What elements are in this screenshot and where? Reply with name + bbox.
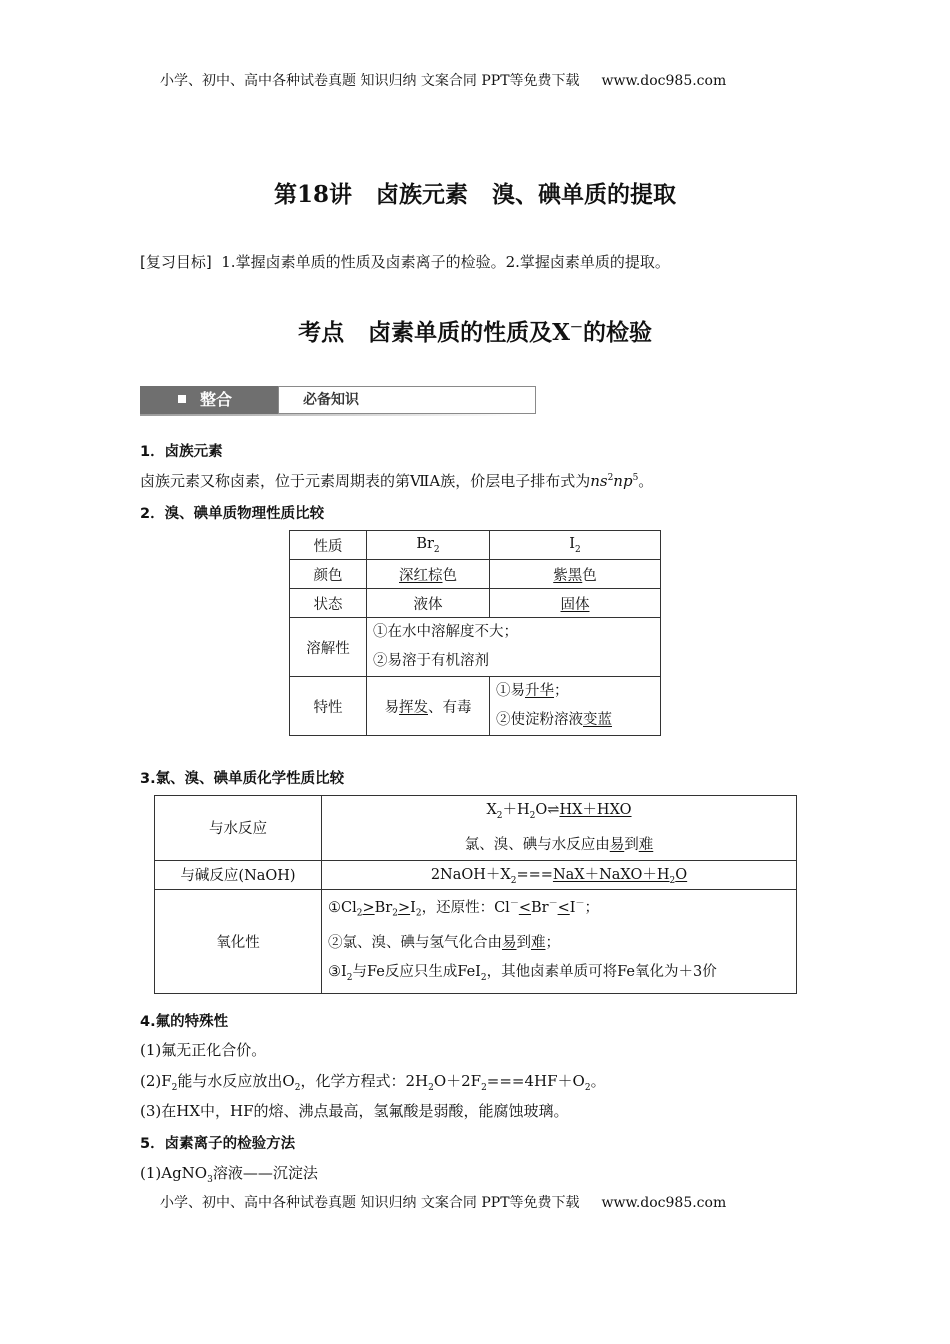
ox-line-2: [328, 929, 790, 958]
water-note-b: 到: [624, 836, 639, 853]
table-cell: [367, 618, 661, 677]
br-sub: 2: [433, 544, 440, 555]
table-cell: [367, 560, 490, 589]
header-text: 小学、初中、高中各种试卷真题 知识归纳 文案合同 PPT等免费下载: [160, 73, 580, 89]
s4-line-2: [140, 1070, 606, 1093]
ox1-gt1: >: [362, 899, 375, 916]
water-eq-b: ＋H: [502, 802, 530, 818]
ox1-lt1: <: [518, 899, 531, 916]
review-target: [140, 251, 670, 272]
physical-property-table: [289, 530, 661, 736]
s3-heading: 3.氯、溴、碘单质化学性质比较: [140, 771, 345, 787]
header-cell: 性质: [290, 531, 367, 560]
water-eq-a: X: [486, 802, 497, 818]
s4-l2-d: O＋2F: [433, 1072, 482, 1090]
s1-np: np: [613, 472, 633, 490]
review-target-label: [复习目标]: [140, 253, 212, 271]
table-row: [155, 889, 797, 993]
table-cell: [322, 889, 797, 993]
i-symbol: I: [569, 535, 575, 552]
s1-text-main: 卤族元素又称卤素，位于元素周期表的第ⅦA族，价层电子排布式为: [140, 472, 591, 490]
banner-left-text: 整合: [200, 390, 233, 409]
i-color: 紫黑: [553, 567, 583, 584]
ox1-gt2: >: [397, 899, 411, 916]
ox3-c: ，其他卤素单质可将Fe氧化为＋3价: [486, 963, 717, 980]
br-color: 深红棕: [399, 567, 443, 584]
section-banner: [140, 386, 518, 418]
row-label: 与水反应: [155, 796, 322, 861]
table-row: [290, 589, 661, 618]
s1-heading: 1．卤族元素: [140, 444, 223, 460]
br-color-tail: 色: [442, 567, 457, 584]
table-row: [290, 531, 661, 560]
s1-s-sup: 2: [607, 473, 614, 483]
kaodian-label: 考点: [298, 319, 345, 346]
ox1-f: I: [569, 899, 576, 916]
title-number: 第18讲: [273, 181, 352, 208]
ox3-sub2: 2: [480, 972, 487, 983]
br-spec-u: 挥发: [399, 699, 428, 716]
br-spec-a: 易: [384, 699, 399, 716]
i-spec-1b: ；: [554, 683, 569, 699]
water-eq-sub: 2: [496, 810, 503, 821]
banner-right-text: 必备知识: [303, 392, 359, 408]
i-color-tail: 色: [582, 567, 597, 584]
base-eq-u2: O: [675, 867, 688, 884]
s5-heading: 5．卤素离子的检验方法: [140, 1136, 296, 1152]
i-sub: 2: [575, 544, 581, 555]
s5-l1-b: 溶液——沉淀法: [212, 1164, 318, 1182]
ox2-c: ；: [545, 934, 560, 951]
row-label: 溶解性: [290, 618, 367, 677]
ox1-g: ；: [584, 899, 599, 916]
page-footer: [160, 1192, 726, 1212]
kaodian-title: [0, 314, 950, 347]
review-target-text: 1.掌握卤素单质的性质及卤素离子的检验。2.掌握卤素单质的提取。: [221, 253, 670, 271]
ox2-u1: 易: [502, 934, 517, 951]
footer-text: 小学、初中、高中各种试卷真题 知识归纳 文案合同 PPT等免费下载: [160, 1195, 580, 1211]
lecture-title: [0, 176, 950, 209]
ox1-sub1: 2: [356, 908, 363, 919]
base-eq-sub: 2: [510, 876, 517, 887]
s4-l2-sub4: 2: [481, 1083, 487, 1093]
s4-l2-f: 。: [590, 1072, 606, 1090]
banner-right: [278, 386, 536, 414]
table-cell: 液体: [367, 589, 490, 618]
i-spec-line-1: [496, 677, 654, 706]
ox1-sup2: －: [548, 898, 558, 909]
ox2-a: ②氯、溴、碘与氢气化合由: [328, 934, 502, 951]
ox1-c: I: [410, 899, 416, 916]
s1-ns: ns: [590, 472, 608, 490]
s4-l2-sub5: 2: [584, 1083, 591, 1093]
ox3-sub1: 2: [346, 972, 353, 983]
s4-l2-sub1: 2: [171, 1083, 178, 1093]
kaodian-topic-end: 的检验: [582, 319, 652, 346]
base-eq-u: NaX＋NaXO＋H: [552, 867, 670, 884]
ox2-b: 到: [516, 934, 531, 951]
i-spec-line-2: [496, 706, 654, 735]
header-cell: [490, 531, 661, 560]
water-equation: [328, 796, 790, 831]
water-eq-product: HX＋HXO: [559, 802, 632, 818]
footer-site: www.doc985.com: [601, 1195, 727, 1211]
ox-line-3: [328, 958, 790, 993]
row-label: 特性: [290, 677, 367, 736]
br-symbol: Br: [416, 535, 434, 552]
sol-line-2: ②易溶于有机溶剂: [373, 653, 489, 669]
s4-heading: 4.氟的特殊性: [140, 1014, 229, 1030]
i-spec-2a: ②使淀粉溶液: [496, 712, 583, 728]
table-cell: [367, 677, 490, 736]
sol-line-1: ①在水中溶解度不大；: [373, 624, 518, 640]
ox1-e: Br: [530, 899, 549, 916]
i-spec-1a: ①易: [496, 683, 525, 699]
ox1-a: ①Cl: [328, 899, 357, 916]
s4-l2-a: (2)F: [140, 1072, 172, 1090]
header-site: www.doc985.com: [601, 73, 727, 89]
base-eq-a: 2NaOH＋X: [430, 867, 511, 884]
ox1-b: Br: [374, 899, 393, 916]
kaodian-sup: －: [569, 320, 583, 336]
ox3-a: ③I: [328, 963, 347, 980]
s4-l2-c: ，化学方程式：2H: [300, 1072, 429, 1090]
s4-l2-sub2: 2: [294, 1083, 301, 1093]
table-cell: [490, 589, 661, 618]
table-row: [290, 618, 661, 677]
row-label: 与碱反应(NaOH): [155, 860, 322, 889]
table-row: [290, 677, 661, 736]
ox1-sub3: 2: [415, 908, 422, 919]
s5-l1-sub: 3: [207, 1175, 213, 1185]
s4-l2-b: 能与水反应放出O: [177, 1072, 295, 1090]
ox1-sup1: －: [509, 898, 519, 909]
s4-l2-sub3: 2: [428, 1083, 434, 1093]
water-note-u2: 难: [638, 836, 654, 853]
title-subtopic: 溴、碘单质的提取: [492, 181, 676, 208]
base-eq-usub: 2: [669, 876, 676, 887]
s4-l2-e: ===4HF＋O: [486, 1072, 585, 1090]
ox1-lt2: <: [557, 899, 570, 916]
s4-line-3: (3)在HX中，HF的熔、沸点最高，氢氟酸是弱酸，能腐蚀玻璃。: [140, 1102, 569, 1120]
s5-l1-a: (1)AgNO: [140, 1164, 208, 1182]
title-topic: 卤族元素: [376, 181, 468, 208]
water-note: [328, 831, 790, 860]
chemical-property-table: [154, 795, 797, 994]
base-eq-b: ===: [516, 867, 553, 884]
ox1-sub2: 2: [392, 908, 398, 919]
ox-line-1: [328, 890, 790, 929]
table-cell: [490, 560, 661, 589]
s1-p-sup: 5: [632, 473, 639, 483]
water-note-a: 氯、溴、碘与水反应由: [464, 836, 610, 853]
table-cell: [322, 796, 797, 861]
water-eq-c: O⇌: [535, 802, 560, 818]
water-eq-sub2: 2: [529, 810, 536, 821]
s4-line-1: (1)氟无正化合价。: [140, 1041, 267, 1059]
ox1-d: ，还原性：Cl: [421, 899, 510, 916]
header-cell: [367, 531, 490, 560]
row-label: 状态: [290, 589, 367, 618]
br-spec-b: 、有毒: [428, 699, 472, 716]
square-icon: [178, 395, 186, 403]
banner-left: [140, 386, 278, 414]
base-eq-product: [552, 867, 688, 887]
table-cell: [490, 677, 661, 736]
ox1-sup3: －: [575, 898, 585, 909]
kaodian-topic: 卤素单质的性质及X: [368, 319, 570, 346]
s1-text: [140, 470, 653, 491]
s2-heading: 2．溴、碘单质物理性质比较: [140, 506, 325, 522]
s5-line-1: [140, 1162, 318, 1185]
ox3-b: 与Fe反应只生成FeI: [352, 963, 481, 980]
row-label: 颜色: [290, 560, 367, 589]
water-note-u1: 易: [609, 836, 625, 853]
i-spec-2u: 变蓝: [583, 712, 612, 728]
ox2-u2: 难: [531, 934, 546, 951]
table-cell: [322, 860, 797, 889]
table-row: [155, 860, 797, 889]
page-header: [160, 70, 726, 90]
table-row: [155, 796, 797, 861]
i-state: 固体: [560, 596, 590, 613]
s1-end: 。: [638, 472, 654, 490]
table-row: [290, 560, 661, 589]
row-label: 氧化性: [155, 889, 322, 993]
i-spec-1u: 升华: [525, 683, 554, 699]
